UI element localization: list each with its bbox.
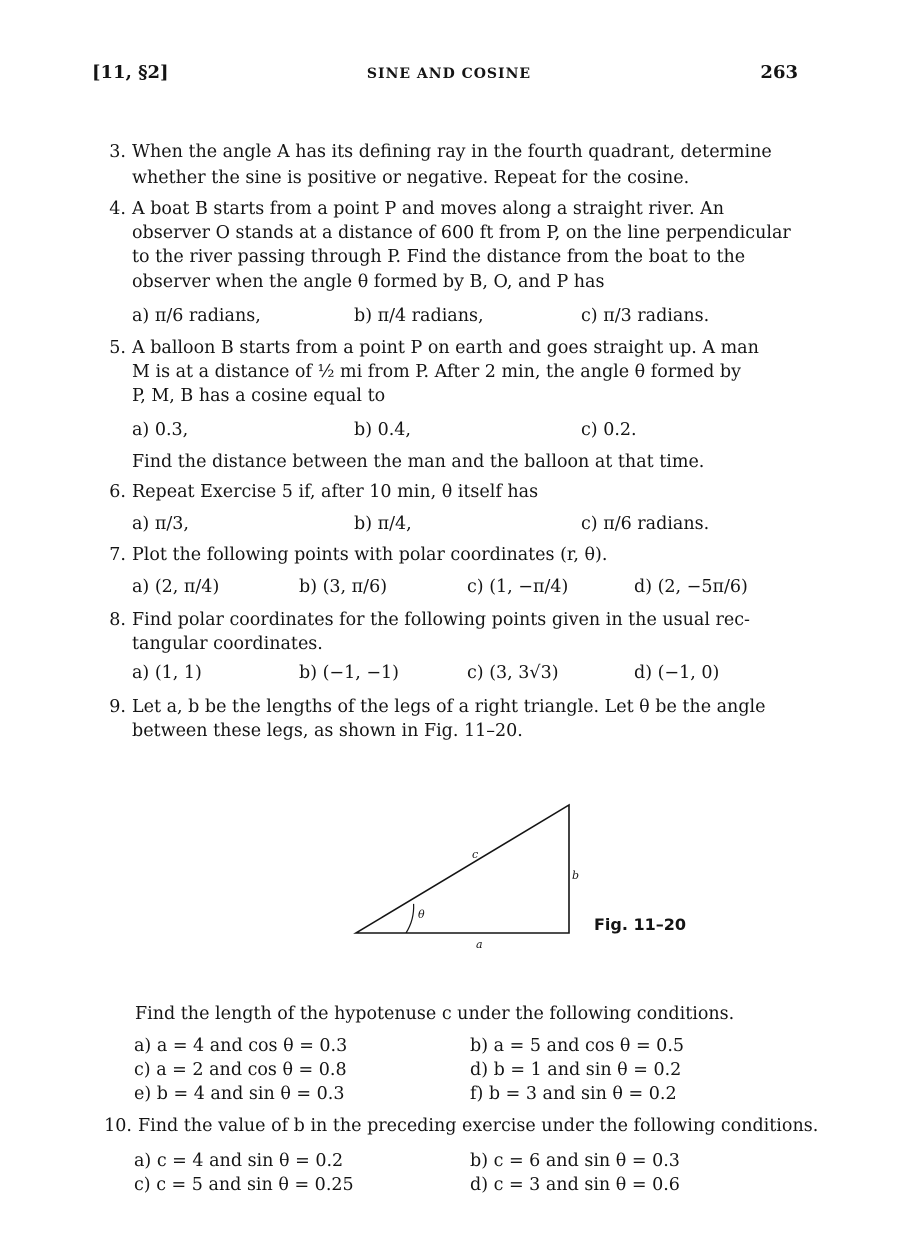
condition: d) c = 3 and sin θ = 0.6 <box>470 1175 680 1195</box>
condition: f) b = 3 and sin θ = 0.2 <box>470 1084 677 1104</box>
option: c) 0.2. <box>581 420 637 440</box>
exercise-text: A boat B starts from a point P and moves along a straight river. An <box>132 199 724 219</box>
exercise-text: Repeat Exercise 5 if, after 10 min, θ itself has <box>132 482 539 502</box>
option: b) π/4 radians, <box>354 306 484 326</box>
exercise-text: When the angle A has its defining ray in the fourth quadrant, determine <box>132 142 772 162</box>
running-title: SINE AND COSINE <box>366 66 532 82</box>
exercise-text: to the river passing through P. Find the distance from the boat to the <box>132 247 746 267</box>
condition: c) a = 2 and cos θ = 0.8 <box>134 1060 347 1080</box>
figure-caption: Fig. 11–20 <box>594 915 687 934</box>
option: a) (1, 1) <box>132 663 202 683</box>
right-triangle-figure <box>340 790 590 960</box>
option: b) (3, π/6) <box>299 577 388 597</box>
angle-label: θ <box>418 908 425 921</box>
exercise-number: 4. <box>109 199 126 219</box>
exercise-text: Plot the following points with polar coordinates (r, θ). <box>132 545 608 565</box>
condition: d) b = 1 and sin θ = 0.2 <box>470 1060 682 1080</box>
exercise-text: whether the sine is positive or negative. Repeat for the cosine. <box>132 168 690 188</box>
option: d) (−1, 0) <box>634 663 720 683</box>
exercise-number: 8. <box>109 610 126 630</box>
exercise-number: 7. <box>109 545 126 565</box>
option: b) π/4, <box>354 514 412 534</box>
exercise-text: A balloon B starts from a point P on earth and goes straight up. A man <box>132 338 759 358</box>
option: c) π/6 radians. <box>581 514 710 534</box>
exercise-text: P, M, B has a cosine equal to <box>132 386 386 406</box>
vertical-leg-label: b <box>572 869 580 882</box>
exercise-number: 6. <box>109 482 126 502</box>
condition: e) b = 4 and sin θ = 0.3 <box>134 1084 345 1104</box>
condition: a) a = 4 and cos θ = 0.3 <box>134 1036 348 1056</box>
option: a) 0.3, <box>132 420 189 440</box>
page-number: 263 <box>760 62 798 83</box>
exercise-text: Find polar coordinates for the following points given in the usual rec- <box>132 610 750 630</box>
condition: b) a = 5 and cos θ = 0.5 <box>470 1036 685 1056</box>
option: a) (2, π/4) <box>132 577 220 597</box>
option: c) (1, −π/4) <box>467 577 569 597</box>
exercise-text: Let a, b be the lengths of the legs of a right triangle. Let θ be the angle <box>132 697 766 717</box>
exercise-number: 9. <box>109 697 126 717</box>
exercise-text: Find the length of the hypotenuse c under the following conditions. <box>135 1004 735 1024</box>
exercise-number: 3. <box>109 142 126 162</box>
option: c) π/3 radians. <box>581 306 710 326</box>
option: b) (−1, −1) <box>299 663 399 683</box>
exercise-number: 5. <box>109 338 126 358</box>
exercise-text: Find the distance between the man and the balloon at that time. <box>132 452 705 472</box>
base-leg-label: a <box>476 938 483 951</box>
condition: a) c = 4 and sin θ = 0.2 <box>134 1151 344 1171</box>
section-reference: [11, §2] <box>92 62 169 83</box>
exercise-text: Find the value of b in the preceding exercise under the following conditions. <box>138 1116 819 1136</box>
exercise-number: 10. <box>104 1116 132 1136</box>
condition: c) c = 5 and sin θ = 0.25 <box>134 1175 354 1195</box>
angle-arc <box>406 904 414 933</box>
option: a) π/3, <box>132 514 189 534</box>
condition: b) c = 6 and sin θ = 0.3 <box>470 1151 680 1171</box>
option: a) π/6 radians, <box>132 306 261 326</box>
exercise-text: between these legs, as shown in Fig. 11–20. <box>132 721 523 741</box>
exercise-text: M is at a distance of ½ mi from P. After 2 min, the angle θ formed by <box>132 362 741 382</box>
option: d) (2, −5π/6) <box>634 577 748 597</box>
hypotenuse-label: c <box>472 848 479 861</box>
option: b) 0.4, <box>354 420 411 440</box>
exercise-text: tangular coordinates. <box>132 634 323 654</box>
exercise-text: observer O stands at a distance of 600 ft from P, on the line perpendicular <box>132 223 791 243</box>
exercise-text: observer when the angle θ formed by B, O, and P has <box>132 272 605 292</box>
triangle-outline <box>356 805 569 933</box>
option: c) (3, 3√3) <box>467 663 559 683</box>
